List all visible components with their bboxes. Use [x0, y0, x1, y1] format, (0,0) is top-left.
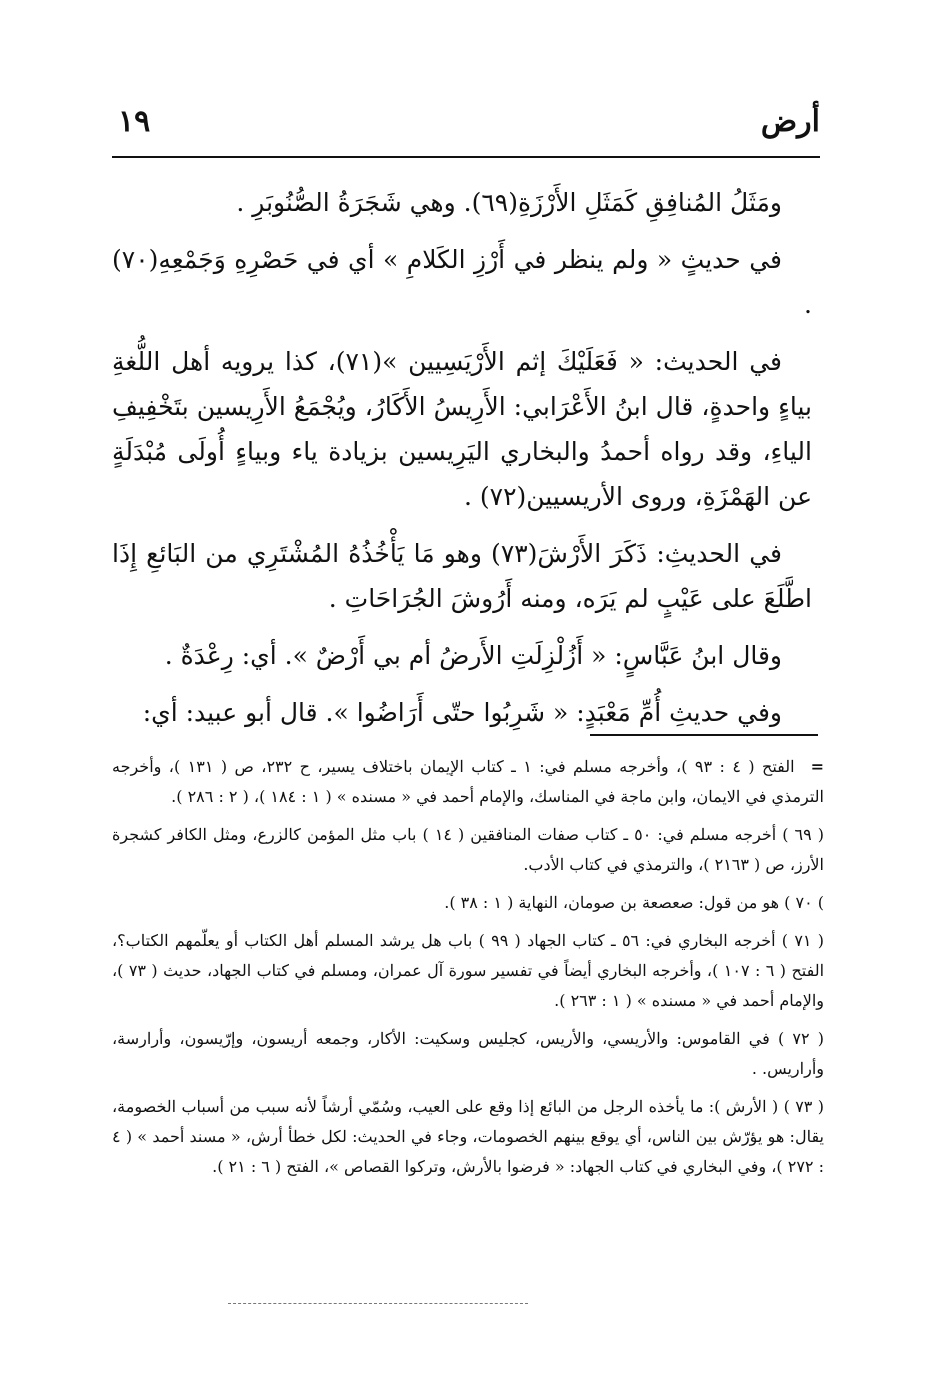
running-title: أرض [760, 104, 820, 139]
footnote-divider [590, 734, 818, 736]
header-divider [112, 156, 820, 158]
page-header [112, 104, 820, 152]
footnote-71: ( ٧١ ) أخرجه البخاري في: ٥٦ ـ كتاب الجهاد ( ٩٩ ) باب هل يرشد المسلم أهل الكتاب أو يعلّمهم الكتاب؟، الفتح ( ٦ : ١٠٧ )، وأخرجه البخاري أيضاً في تفسير سورة آل عمران، ومسلم في كتاب الجهاد، حديث ( ٧٣ )، والإمام أحمد في « مسنده » ( ١ : ٢٦٣ ). [112, 931, 825, 1010]
footnote-73: ( ٧٣ ) ( الأرش ): ما يأخذه الرجل من البائع إذا وقع على العيب، وسُمّي أرشاً لأنه سبب من أسباب الخصومة، يقال: هو يؤرّش بين الناس، أي يوقع بينهم الخصومات، وجاء في الحديث: لكل خطأ أرش، « مسند أحمد » ( ٤ : ٢٧٢ )، وفي البخاري في كتاب الجهاد: « فرضوا بالأرش، وتركوا القصاص »، الفتح ( ٦ : ٢١ ). [112, 1097, 824, 1176]
paragraph: وقال ابنُ عَبَّاسٍ: « أَزُلْزِلَتِ الأَرضُ أم بي أَرْضٌ ». أي: رِعْدَةٌ . [164, 641, 782, 670]
paragraph: في الحديثِ: ذَكَرَ الأَرْشَ(٧٣) وهو مَا يَأْخُذُهُ المُشْتَرِي من البَائعِ إِذَا اطَّلَعَ على عَيْبٍ لم يَرَه، ومنه أَرُوشَ الجُرَاحَاتِ . [112, 539, 812, 613]
main-text [112, 180, 812, 747]
footnote-69: ( ٦٩ ) أخرجه مسلم في: ٥٠ ـ كتاب صفات المنافقين ( ١٤ ) باب مثل المؤمن كالزرع، ومثل الكافر كشجرة الأرز، ص ( ٢١٦٣ )، والترمذي في كتاب الأدب. [112, 825, 825, 874]
continuation-marker: = [810, 757, 825, 776]
paragraph: ومَثَلُ المُنافِقِ كَمَثَلِ الأَرْزَةِ(٦٩). وهي شَجَرَةُ الصُّنُوبَرِ . [236, 188, 782, 217]
footnote-text: الفتح ( ٤ : ٩٣ )، وأخرجه مسلم في: ١ ـ كتاب الإيمان باختلاف يسير، ح ٢٣٢، ص ( ١٣١ )، وأخرجه الترمذي في الايمان، وابن ماجة في المناسك، والإمام أحمد في « مسنده » ( ١ : ١٨٤ )، ( ٢ : ٢٨٦ ). [112, 757, 824, 806]
paragraph: في حديثٍ « ولم ينظر في أَرْزِ الكَلامِ » أي في حَصْرِهِ وَجَمْعِهِ(٧٠) . [112, 245, 812, 319]
footnote-continuation [112, 752, 824, 812]
page-number: ١٩ [118, 104, 151, 139]
footnote-72: ( ٧٢ ) في القاموس: والأريسي، والأريس، كجليس وسكيت: الأكار، وجمعه أريسون، وإرّيسون، وأرارسة، وأراريس. . [112, 1029, 825, 1078]
footnotes [112, 752, 824, 1190]
paragraph: في الحديث: « فَعَلَيْكَ إثم الأَرْيَسِيين »(٧١)، كذا يرويه أهل اللُّغةِ بياءٍ واحدةٍ، قال ابنُ الأَعْرَابي: الأَرِيسُ الأَكَارُ، ويُجْمَعُ الأَرِيسين بتَخْفِيفِ الياءِ، وقد رواه أحمدُ والبخاري اليَرِيسين بزيادة ياء وبياءٍ أُولَى مُبْدَلَةٍ عن الهَمْزَةِ، وروى الأريسيين(٧٢) . [112, 347, 812, 511]
footnote-70: ) ٧٠ ) هو من قول: صعصعة بن صومان، النهاية ( ١ : ٣٨ ). [444, 893, 824, 912]
bottom-divider [228, 1303, 528, 1304]
paragraph: وفي حديثِ أُمِّ مَعْبَدٍ: « شَرِبُوا حتّى أَرَاضُوا ». قال أبو عبيد: أي: [142, 698, 782, 727]
